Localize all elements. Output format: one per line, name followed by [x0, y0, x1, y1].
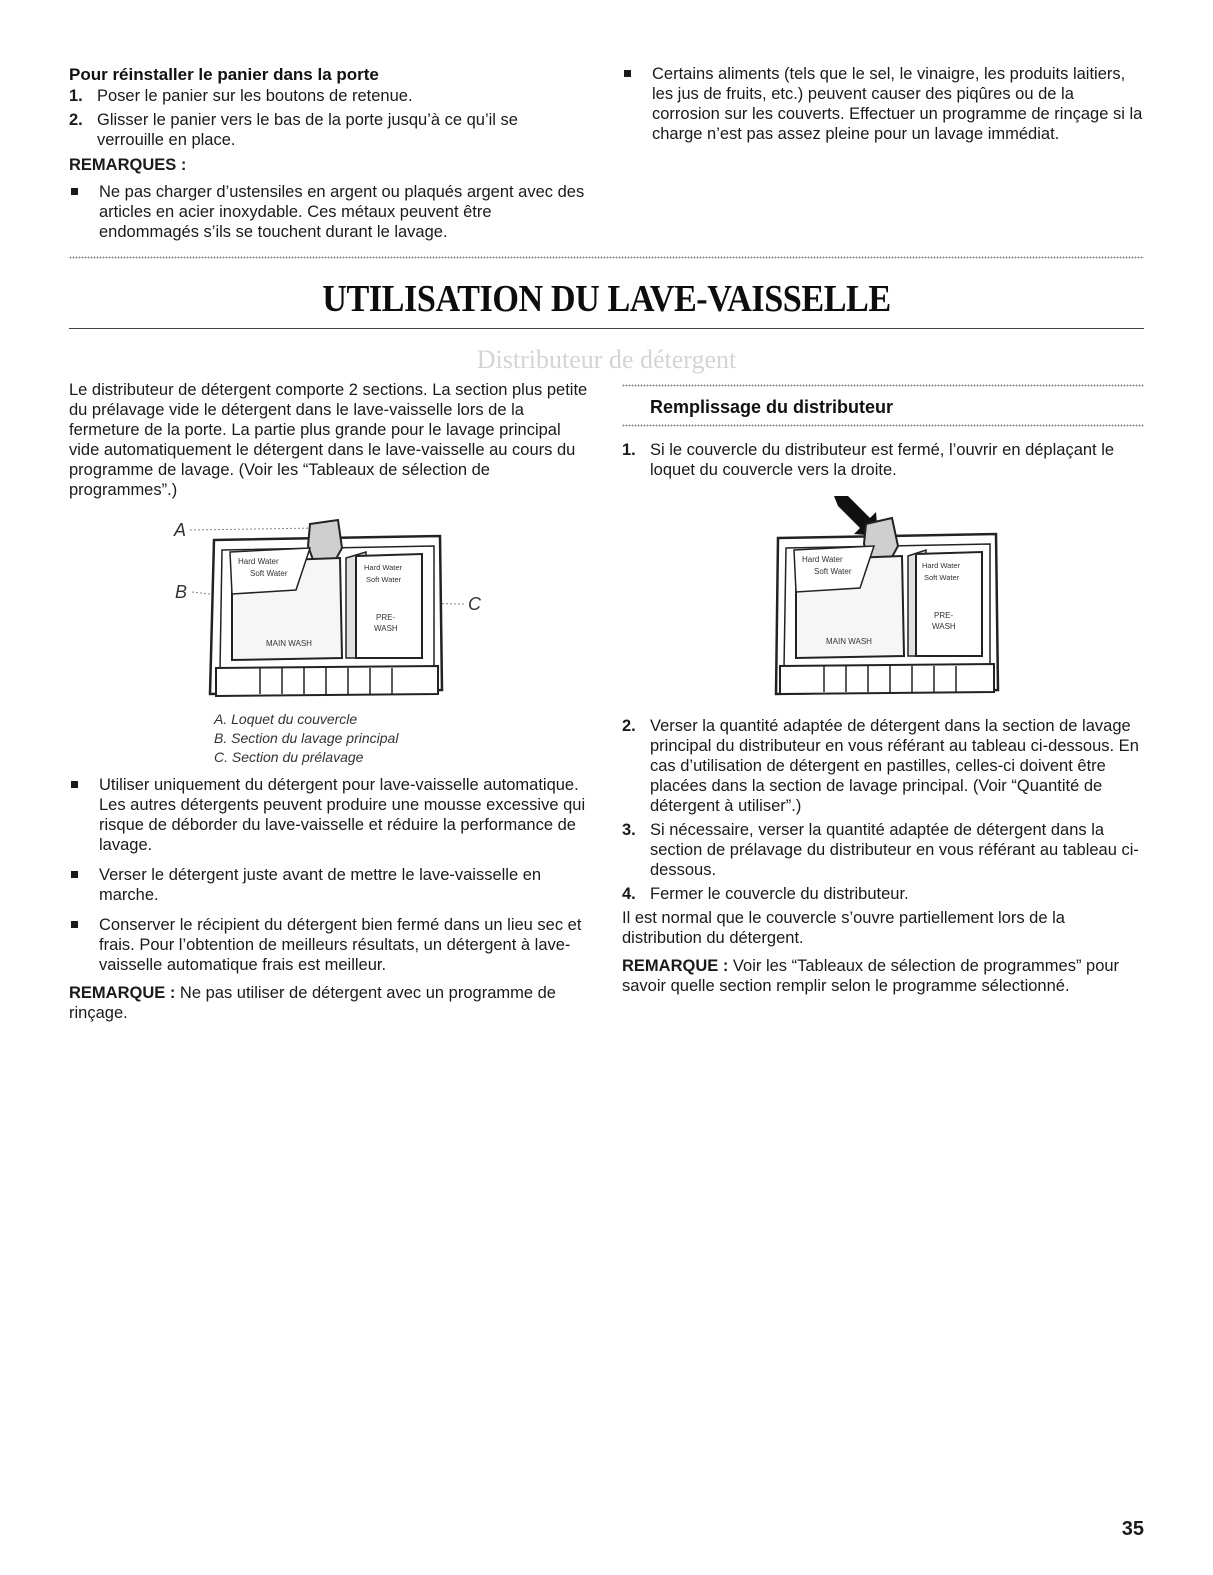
left-remark: REMARQUE : Ne pas utiliser de détergent avec un programme de rinçage. — [69, 984, 556, 1022]
dispenser-diagram-open — [768, 494, 1008, 704]
list-item: 3. Si nécessaire, verser la quantité adaptée de détergent dans la section de prélavage du distributeur en vous référant au tableau ci-dessous. — [622, 821, 1139, 879]
right-remark: REMARQUE : Voir les “Tableaux de sélection de programmes” pour savoir quelle section remplir selon le programme sélectionné. — [622, 957, 1120, 995]
soft-water-label: Soft Water — [250, 569, 288, 578]
list-item: Verser le détergent juste avant de mettre le lave-vaisselle en marche. — [69, 865, 589, 905]
wash-label: WASH — [374, 624, 398, 633]
dispenser-diagram-labeled — [170, 518, 490, 708]
list-item: 4. Fermer le couvercle du distributeur. — [622, 885, 909, 903]
pre-hard-water-label: Hard Water — [364, 563, 403, 572]
callout-a: A — [174, 520, 187, 540]
intro-paragraph: Le distributeur de détergent comporte 2 sections. La section plus petite du prélavage vide le détergent dans le lave-vaisselle lors de la fermeture de la porte. La partie plus grande pour le lavage principal vide automatiquement le détergent dans le lave-vaisselle au cours du programme de lavage. (Voir les “Tableaux de sélection de programmes”.) — [69, 381, 588, 499]
top-left-column — [69, 64, 589, 252]
usage-bullets — [69, 775, 589, 975]
section-heading: Distributeur de détergent — [476, 345, 737, 374]
callout-c: C — [468, 594, 481, 614]
title-rule — [69, 328, 1144, 329]
normal-behavior-text: Il est normal que le couvercle s’ouvre partiellement lors de la distribution du détergent. — [622, 909, 1065, 947]
pre-soft-water-label: Soft Water — [366, 575, 402, 584]
wash-label: WASH — [932, 622, 956, 631]
hard-water-label: Hard Water — [802, 555, 843, 564]
list-item: Conserver le récipient du détergent bien fermé dans un lieu sec et frais. Pour l’obtention de meilleurs résultats, un détergent à lave-vaisselle automatique frais est meilleur. — [69, 915, 589, 975]
pre-label: PRE- — [934, 611, 954, 620]
page-title: UTILISATION DU LAVE-VAISSELLE — [322, 278, 891, 320]
soft-water-label: Soft Water — [814, 567, 852, 576]
dotted-divider — [622, 424, 1144, 427]
fill-dispenser-subheading: Remplissage du distributeur — [650, 397, 894, 417]
main-wash-label: MAIN WASH — [826, 637, 872, 646]
list-item: Utiliser uniquement du détergent pour lave-vaisselle automatique. Les autres détergents peuvent produire une mousse excessive qui risque de déborder du lave-vaisselle et réduire la performance de lavage. — [69, 775, 589, 855]
list-item: 2. Glisser le panier vers le bas de la porte jusqu’à ce qu’il se verrouille en place. — [69, 111, 518, 149]
callout-b: B — [175, 582, 188, 602]
remarks-list — [69, 182, 589, 242]
list-item: Ne pas charger d’ustensiles en argent ou plaqués argent avec des articles en acier inoxydable. Ces métaux peuvent être endommagés s’ils se touchent durant le lavage. — [69, 182, 589, 242]
page-number: 35 — [1121, 1518, 1144, 1540]
dotted-divider — [622, 384, 1144, 387]
hard-water-label: Hard Water — [238, 557, 279, 566]
top-right-column — [622, 64, 1144, 154]
list-item: 2. Verser la quantité adaptée de détergent dans la section de lavage principal du distributeur en vous référant au tableau ci-dessous. En cas d’utilisation de détergent en pastilles, celles-ci doivent être placées dans la section de lavage principal. (Voir “Quantité de détergent à utiliser”.) — [622, 717, 1139, 815]
list-item: Certains aliments (tels que le sel, le vinaigre, les produits laitiers, les jus de fruits, etc.) peuvent causer des piqûres ou de la corrosion sur les couverts. Effectuer un programme de rinçage si la charge n’est pas assez pleine pour un lavage immédiat. — [622, 64, 1144, 144]
figure-captions: A. Loquet du couvercle B. Section du lavage principal C. Section du prélavage — [214, 711, 399, 765]
remarks-heading: REMARQUES : — [69, 156, 187, 174]
pre-label: PRE- — [376, 613, 396, 622]
list-item: 1. Si le couvercle du distributeur est fermé, l’ouvrir en déplaçant le loquet du couvercle vers la droite. — [622, 441, 1115, 479]
main-wash-label: MAIN WASH — [266, 639, 312, 648]
bullet-square-icon — [71, 188, 78, 195]
bullet-square-icon — [624, 70, 631, 77]
bullet-square-icon — [71, 921, 78, 928]
fill-steps — [622, 716, 1144, 996]
remarks-list-continued — [622, 64, 1144, 144]
reinstall-steps — [69, 86, 589, 150]
pre-hard-water-label: Hard Water — [922, 561, 961, 570]
bullet-square-icon — [71, 871, 78, 878]
list-item: 1. Poser le panier sur les boutons de retenue. — [69, 87, 413, 105]
reinstall-basket-heading: Pour réinstaller le panier dans la porte — [69, 65, 379, 84]
pre-soft-water-label: Soft Water — [924, 573, 960, 582]
bullet-square-icon — [71, 781, 78, 788]
dotted-divider — [69, 256, 1144, 259]
usage-notes — [69, 775, 589, 1023]
step-1 — [622, 440, 1144, 484]
